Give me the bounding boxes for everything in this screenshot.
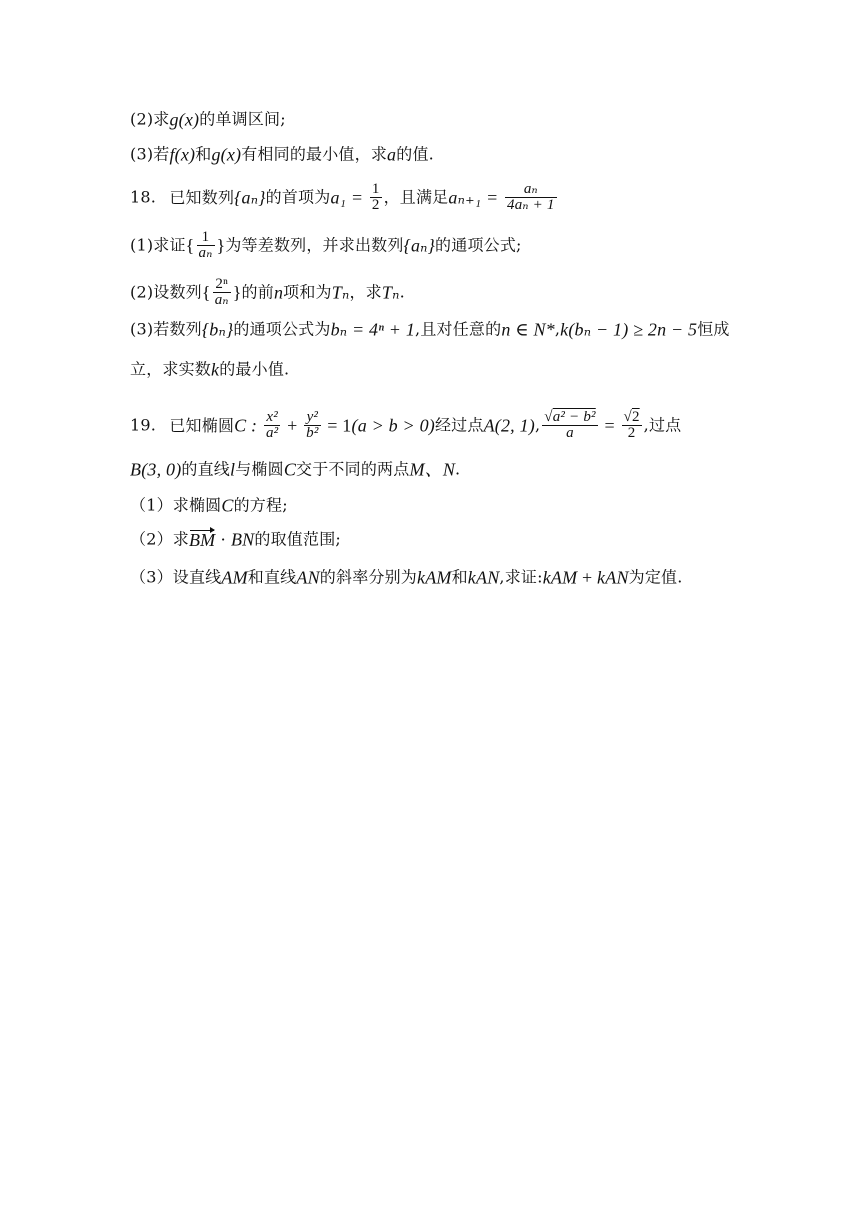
fraction-one-half: [370, 182, 382, 213]
q18-part1-text: 为等差数列，并求出数列: [225, 235, 404, 255]
q18-number: 18.: [130, 187, 157, 207]
q17-part3: [130, 143, 434, 166]
and-text-2: 和: [451, 567, 468, 587]
q19-part3: [130, 566, 683, 589]
dot: ·: [215, 529, 231, 550]
equals-one: = 1: [322, 415, 352, 436]
plus-2: +: [577, 567, 598, 588]
pow-den: aₙ: [214, 292, 229, 308]
g-of-x-2: g(x): [211, 144, 242, 165]
a1-den: 2: [371, 197, 380, 213]
comma-2: ,: [534, 415, 541, 435]
q19-part1: [130, 494, 288, 517]
q19-part2-end: 的取值范围;: [254, 529, 341, 549]
point-B: B(3, 0): [130, 459, 182, 480]
r-den: 2: [627, 425, 636, 441]
k-AM-2-sub: AM: [550, 567, 578, 588]
ellipse-C-3: C: [221, 495, 234, 516]
q19-text-6: 交于不同的两点: [296, 459, 410, 479]
q19-text-5: 与椭圆: [235, 459, 284, 479]
points-MN: M、N: [409, 459, 456, 480]
var-n: n: [273, 282, 284, 303]
line-AN: AN: [296, 567, 320, 588]
q19-intro: [130, 410, 681, 441]
x-den: a²: [265, 425, 279, 441]
y-num: y²: [304, 410, 320, 426]
comma: ,: [554, 319, 561, 339]
q19-part2: [130, 528, 341, 551]
q18-part2-text-1: 的前: [241, 282, 274, 302]
vector-BN: BN: [230, 529, 255, 550]
q18-part3-line2: [130, 358, 289, 381]
q19-text-7: .: [455, 459, 461, 479]
q19-text-9: 的斜率分别为: [319, 567, 417, 587]
q18-part1: (1)求证{ $\frac{1}{\text{aₙ}}$ }为等差数列，并求出数列{aₙ}的通项公式;: [130, 229, 522, 261]
eccentricity-fraction: $\frac{\text{√a² − b²}}{a}$: [544, 409, 596, 441]
q18-part2: (2)设数列{ $\frac{\text{2ⁿ}}{\text{aₙ}}$ }的前n项和为Tₙ，求Tₙ.: [130, 276, 405, 308]
seq-b: {bₙ}: [201, 319, 234, 340]
r-num: 2: [631, 409, 640, 425]
q18-text-2: 的首项为: [265, 187, 331, 207]
e-num: a² − b²: [552, 409, 596, 425]
q18-part3-line1: [130, 318, 730, 341]
seq-a-2: {aₙ}: [403, 235, 436, 256]
x-fraction: [264, 410, 280, 441]
a1-num: 1: [371, 181, 380, 197]
q19-text-1: 已知椭圆: [169, 415, 235, 435]
var-k: k: [211, 359, 220, 380]
q18-part2-end: .: [399, 282, 405, 302]
two-power-fraction: [213, 277, 231, 308]
n-in-N: n ∈ N*: [501, 319, 555, 340]
q18-part3-text-2: ,且对任意的: [415, 319, 502, 339]
q17-part3-text: 有相同的最小值，求: [241, 144, 388, 164]
q17-part3-label: (3)若: [130, 144, 170, 164]
q19-text-2: 经过点: [434, 415, 484, 435]
q18-part1-end: 的通项公式;: [435, 235, 522, 255]
e-den: a: [566, 425, 574, 441]
q19-part1-end: 的方程;: [233, 495, 288, 515]
q18-part2-text-3: ，求: [349, 282, 382, 302]
q17-part3-end: 的值.: [396, 144, 434, 164]
reciprocal-fraction: [197, 230, 215, 261]
line-AM: AM: [221, 567, 248, 588]
q18-part3-text-1: 的通项公式为: [233, 319, 331, 339]
k-AM-2: k: [542, 567, 551, 588]
q18-part2-label: (2)设数列: [130, 282, 202, 302]
rec-den: 4aₙ + 1: [507, 197, 555, 213]
q17-part2-label: (2)求: [130, 109, 170, 129]
q19-part2-label: （2）求: [130, 529, 189, 549]
q19-part3-label: （3）设直线: [130, 567, 222, 587]
a1-lhs: a₁ =: [330, 187, 368, 208]
recip-num: 1: [197, 230, 215, 246]
q19-text-10: ,求证:: [499, 567, 543, 587]
q18-part3-text-3: 恒成: [697, 319, 730, 339]
y-fraction: [304, 410, 320, 441]
equals: =: [599, 415, 620, 436]
inequality: k(bₙ − 1) ≥ 2n − 5: [560, 319, 698, 340]
point-A: A(2, 1): [483, 415, 535, 436]
root2-over-2: $\frac{√2}{2}$: [623, 409, 640, 441]
k-AM: k: [417, 567, 426, 588]
b-formula: bₙ = 4ⁿ + 1: [330, 319, 416, 340]
q19-number: 19.: [130, 415, 157, 435]
sum-T-2: Tₙ: [381, 282, 400, 303]
ellipse-C-2: C: [283, 459, 297, 480]
var-a: a: [387, 144, 397, 165]
k-AN-2: k: [597, 567, 606, 588]
q19-part1-label: （1）求椭圆: [130, 495, 222, 515]
x-num: x²: [264, 410, 280, 426]
q18-text-1: 已知数列: [169, 187, 235, 207]
k-AN-2-sub: AN: [605, 567, 629, 588]
sum-T: Tₙ: [331, 282, 350, 303]
k-AN-sub: AN: [476, 567, 500, 588]
q18-part3-label: (3)若数列: [130, 319, 202, 339]
ellipse-C: C :: [234, 415, 262, 436]
q18-intro: [130, 182, 559, 213]
plus: +: [282, 415, 303, 436]
y-den: b²: [306, 425, 319, 441]
q18-part1-label: (1)求证: [130, 235, 186, 255]
q18-part3-end: 的最小值.: [219, 359, 290, 379]
q18-part3-text-4: 立，求实数: [130, 359, 212, 379]
recip-den: aₙ: [198, 245, 213, 261]
q18-text-3: ，且满足: [383, 187, 449, 207]
seq-a: {aₙ}: [234, 187, 266, 208]
vector-BM: BM: [188, 529, 216, 550]
pow-num: 2ⁿ: [213, 277, 231, 293]
q19-text-4: 的直线: [181, 459, 230, 479]
f-of-x: f(x): [169, 144, 196, 165]
q19-intro-line2: [130, 458, 460, 481]
q18-part2-text-2: 项和为: [283, 282, 332, 302]
line-l: l: [230, 459, 236, 480]
recurrence-fraction: [505, 182, 557, 213]
recurrence-lhs: aₙ₊₁ =: [448, 187, 503, 208]
q17-part2: [130, 108, 286, 131]
k-AM-sub: AM: [425, 567, 452, 588]
g-of-x: g(x): [169, 109, 200, 130]
q19-text-8: 和直线: [247, 567, 297, 587]
q19-part3-end: 为定值.: [628, 567, 683, 587]
a-gt-b-gt-0: (a > b > 0): [351, 415, 435, 436]
q17-part2-text: 的单调区间;: [199, 109, 286, 129]
k-AN: k: [467, 567, 476, 588]
and-text: 和: [195, 144, 212, 164]
q19-text-3: ,过点: [643, 415, 682, 435]
rec-num: aₙ: [505, 182, 557, 198]
